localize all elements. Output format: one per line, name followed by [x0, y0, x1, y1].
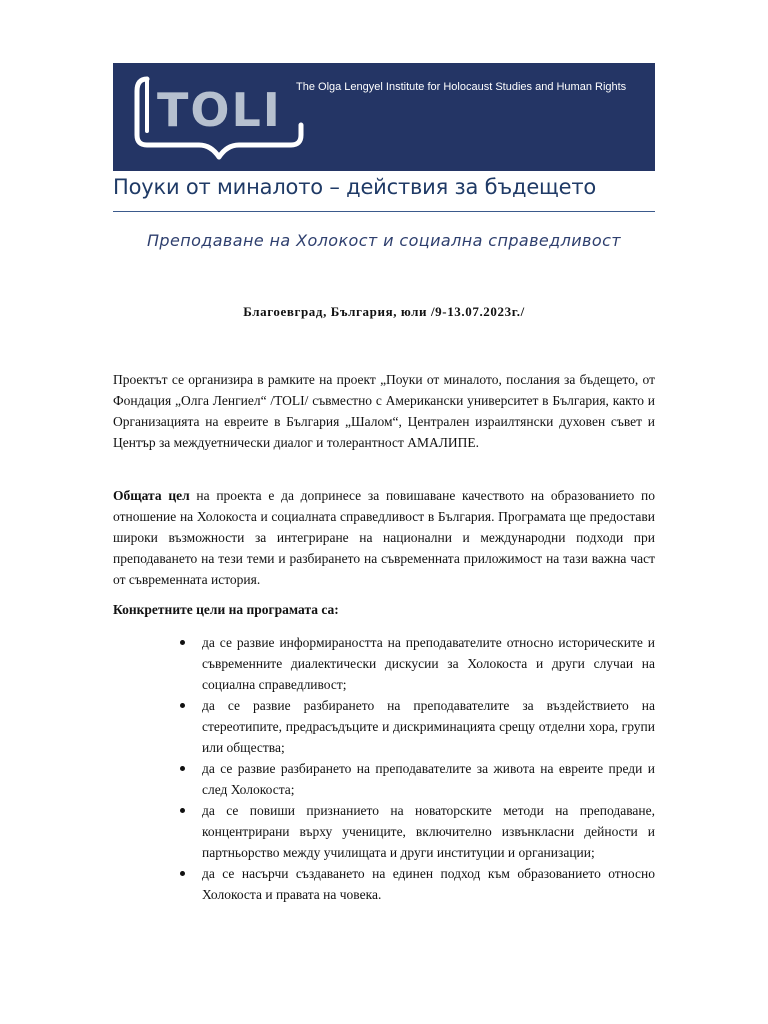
objectives-heading: Конкретните цели на програмата са:: [113, 602, 339, 617]
bullet-icon: [180, 808, 185, 813]
page-subtitle: Преподаване на Холокост и социална справедливост: [146, 231, 621, 250]
goal-text: на проекта е да допринесе за повишаване качеството на образованието по отношение на Холокоста и социалната справедливост в България. Програмата ще предостави широки възможности за интегриране на национални и международни подходи при преподаването на тези теми и разбирането на съвременната приложимост на тази важна част от съвременната история.: [113, 488, 655, 587]
list-item-text: да се развие информираността на преподавателите относно историческите и съвременните диалектически дискусии за Холокоста и други случаи на социална справедливост;: [202, 635, 655, 692]
goal-paragraph: [113, 485, 655, 590]
list-item-text: да се развие разбирането на преподавателите за живота на евреите преди и след Холокоста;: [202, 761, 655, 797]
location-date-line: Благоевград, България, юли /9-13.07.2023г./: [243, 304, 525, 319]
list-item: [177, 695, 655, 758]
list-item: [177, 632, 655, 695]
header-banner: [113, 63, 655, 171]
logo-wordmark: TOLI: [157, 83, 282, 137]
title-divider: [113, 211, 655, 212]
intro-paragraph: Проектът се организира в рамките на проект „Поуки от миналото, послания за бъдещето, от Фондация „Олга Ленгиел“ /TOLI/ съвместно с Американски университет в България, както и Организацията на евреите в България „Шалом“, Централен израилтянски духовен съвет и Център за междуетнически диалог и толерантност АМАЛИПЕ.: [113, 372, 655, 450]
goal-lead: Общата цел: [113, 488, 190, 503]
institute-name: The Olga Lengyel Institute for Holocaust Studies and Human Rights: [296, 81, 627, 93]
list-item: [177, 758, 655, 800]
bullet-icon: [180, 640, 185, 645]
list-item-text: да се насърчи създаването на единен подход към образованието относно Холокоста и правата на човека.: [202, 866, 655, 902]
objectives-list: [177, 632, 655, 905]
list-item: [177, 863, 655, 905]
bullet-icon: [180, 871, 185, 876]
page-title: Поуки от миналото – действия за бъдещето: [113, 175, 597, 199]
list-item-text: да се развие разбирането на преподавателите за въздействието на стереотипите, предрасъдъците и дискриминацията срещу отделни хора, групи или общества;: [202, 698, 655, 755]
bullet-icon: [180, 766, 185, 771]
list-item: [177, 800, 655, 863]
bullet-icon: [180, 703, 185, 708]
list-item-text: да се повиши признанието на новаторските методи на преподаване, концентрирани върху учениците, включително извънкласни дейности и партньорство между училищата и други институции и организации;: [202, 803, 655, 860]
